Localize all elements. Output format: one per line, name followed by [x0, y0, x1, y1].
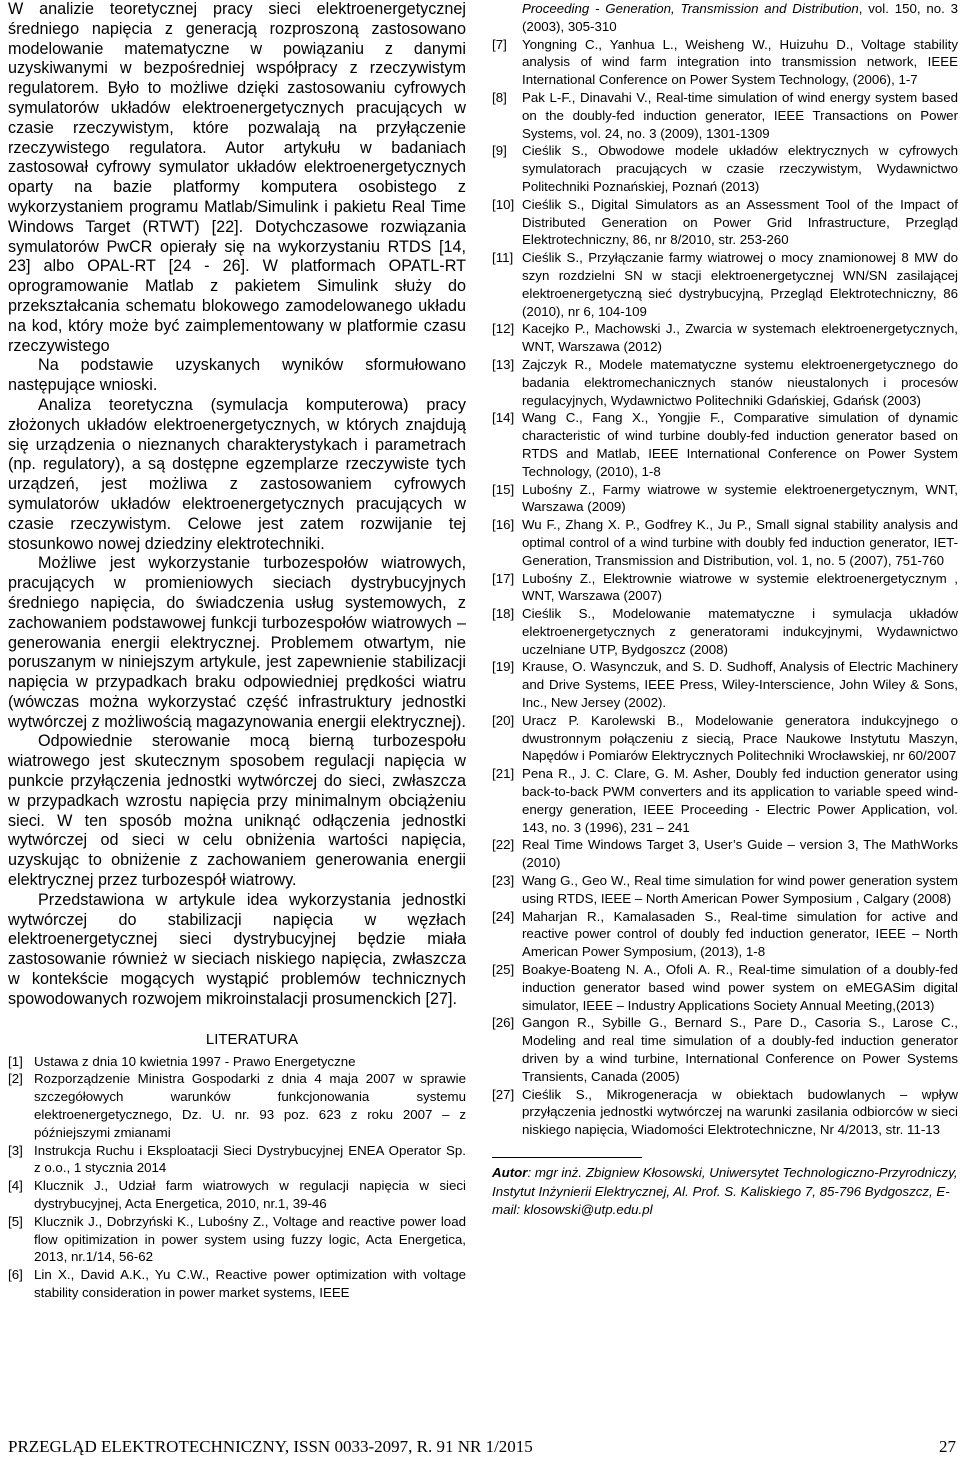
body-text — [8, 0, 466, 1010]
reference-item — [492, 249, 958, 320]
reference-item — [492, 142, 958, 195]
reference-number: [5] — [8, 1213, 23, 1229]
reference-number: [3] — [8, 1142, 23, 1158]
reference-text: Pena R., J. C. Clare, G. M. Asher, Doubly fed induction generator using back-to-back PWM converters and its application to variable speed wind-energy generation, IEEE Proceeding - Electric Power Application, vol. 143, no. 3 (1996), 231 – 241 — [522, 766, 958, 835]
reference-text: Klucznik J., Dobrzyński K., Lubośny Z., Voltage and reactive power load flow opitimization in power system using fuzzy logic, Acta Energetica, 2013, nr.1/14, 56-62 — [34, 1213, 466, 1265]
reference-number: [6] — [8, 1267, 23, 1283]
reference-item — [492, 36, 958, 89]
reference-text: Wang G., Geo W., Real time simulation for wind power generation system using RTDS, IEEE – North American Power Symposium , Calgary (2008) — [522, 873, 958, 906]
reference-number: [27] — [492, 1086, 515, 1102]
reference-number: [13] — [492, 356, 515, 372]
reference-number: [2] — [8, 1071, 23, 1087]
reference-number: [8] — [492, 89, 507, 105]
reference-item — [492, 356, 958, 409]
reference-item — [8, 1266, 466, 1302]
reference-item — [492, 89, 958, 142]
reference-item — [8, 1213, 466, 1266]
reference-item — [492, 658, 958, 711]
reference-text: Cieślik S., Przyłączanie farmy wiatrowej o mocy znamionowej 8 MW do szyn rozdzielni SN w stacji elektroenergetycznej WN/SN zasilającej elektroenergetyczną sieć dystrybucyjną, Przegląd Elektrotechniczny, 86 (2010), nr 6, 104-109 — [522, 250, 958, 319]
reference-item — [492, 961, 958, 1014]
reference-number: [19] — [492, 659, 515, 675]
reference-item — [492, 1086, 958, 1139]
journal-footer: PRZEGLĄD ELEKTROTECHNICZNY, ISSN 0033-2097, R. 91 NR 1/2015 — [8, 1437, 533, 1456]
reference-text: Instrukcja Ruchu i Eksploatacji Sieci Dystrybucyjnej ENEA Operator Sp. z o.o., 1 stycznia 2014 — [34, 1142, 466, 1176]
reference-item — [8, 1142, 466, 1178]
reference-item — [492, 196, 958, 249]
reference-number: [11] — [492, 250, 514, 266]
reference-number: [16] — [492, 517, 515, 533]
reference-number: [10] — [492, 196, 515, 212]
reference-item — [492, 320, 958, 356]
page-number: 27 — [939, 1437, 956, 1456]
reference-item — [492, 836, 958, 872]
reference-text: Wang C., Fang X., Yongjie F., Comparative simulation of dynamic characteristic of wind turbine doubly-fed induction generator based on RTDS and Matlab, IEEE International Conference on Power System Technology, (2010), 1-8 — [522, 410, 958, 479]
references-heading: LITERATURA — [205, 1030, 299, 1048]
reference-item — [492, 605, 958, 658]
reference-number: [7] — [492, 36, 507, 52]
author-label: Autor — [492, 1165, 528, 1180]
reference-text: Cieślik S., Obwodowe modele układów elektrycznych w cyfrowych symulatorach pracujących w czasie rzeczywistym, Wydawnictwo Politechniki Poznańskiej, Poznań (2013) — [522, 143, 958, 194]
reference-item — [8, 1177, 466, 1213]
reference-item — [8, 1070, 466, 1141]
reference-number: [24] — [492, 908, 515, 924]
reference-item — [492, 570, 958, 606]
paragraph: Na podstawie uzyskanych wyników sformułowano następujące wnioski. — [8, 356, 466, 395]
reference-list-right — [492, 36, 958, 1139]
reference-text: Cieślik S., Modelowanie matematyczne i symulacja układów elektroenergetycznych z generatorami indukcyjnymi, Wydawnictwo uczelniane UTP, Bydgoszcz (2008) — [522, 606, 958, 657]
reference-text: Cieślik S., Digital Simulators as an Assessment Tool of the Impact of Distributed Generation on Power Grid Infrastructure, Przegląd Elektrotechniczny, 86, nr 8/2010, str. 253-260 — [522, 196, 958, 248]
reference-continuation-italic: Proceeding - Generation, Transmission and Distribution — [522, 1, 859, 16]
reference-text: Gangon R., Sybille G., Bernard S., Pare D., Casoria S., Larose C., Modeling and real time simulation of a doubly-fed induction generator driven by a wind turbine, International Conference on Power Systems Transients, Canada (2005) — [522, 1015, 958, 1084]
reference-item — [492, 872, 958, 908]
reference-text: Wu F., Zhang X. P., Godfrey K., Ju P., Small signal stability analysis and optimal control of a wind turbine with doubly fed induction generator, IET- Generation, Transmission and Distribution, vol. 1, no. 5 (2007), 751-760 — [522, 517, 958, 568]
reference-item — [492, 481, 958, 517]
reference-item — [492, 908, 958, 961]
reference-item — [8, 1053, 466, 1071]
reference-text: Real Time Windows Target 3, User’s Guide – version 3, The MathWorks (2010) — [522, 837, 958, 871]
reference-text: Lin X., David A.K., Yu C.W., Reactive power optimization with voltage stability consideration in power market systems, IEEE — [34, 1267, 466, 1300]
paragraph: W analizie teoretycznej pracy sieci elektroenergetycznej średniego napięcia z generacją rozproszoną zastosowano modelowanie matematyczne w powiązaniu z danymi uzyskiwanymi w bezpośredniej współpracy z rzeczywistym regulatorem. Było to możliwe dzięki zastosowaniu cyfrowych symulatorów układów elektroenergetycznych pracujących w czasie rzeczywistym, które pozwalają na przyłączenie rzeczywistego regulatora. Autor artykułu w badaniach zastosował cyfrowy symulator układów elektroenergetycznych oparty na bazie platformy komputera osobistego z wykorzystaniem programu Matlab/Simulink i pakietu Real Time Windows Target (RTWT) [22]. Dotychczasowe rozwiązania symulatorów PwCR opierały się na wykorzystaniu RTDS [14, 23] albo OPAL-RT [24 - 26]. W platformach OPATL-RT oprogramowanie Matlab z pakietem Simulink służy do przekształcania schematu blokowego zamodelowanego układu na kod, który może być zaimplementowany w platformie czasu rzeczywistego — [8, 0, 466, 355]
reference-item — [492, 409, 958, 480]
author-note — [492, 1164, 958, 1220]
reference-text: Pak L-F., Dinavahi V., Real-time simulation of wind energy system based on the doubly-fed induction generator, IEEE Transactions on Power Systems, vol. 24, no. 3 (2009), 1301-1309 — [522, 89, 958, 141]
reference-number: [22] — [492, 837, 515, 853]
reference-number: [1] — [8, 1053, 23, 1069]
reference-number: [18] — [492, 606, 515, 622]
reference-text: Maharjan R., Kamalasaden S., Real-time simulation for active and reactive power control of doubly fed induction generator, IEEE – North American Power Symposium, (2013), 1-8 — [522, 908, 958, 960]
paragraph: Możliwe jest wykorzystanie turbozespołów wiatrowych, pracujących w promieniowych sieciach dystrybucyjnych średniego napięcia, do świadczenia usług systemowych, z zachowaniem podstawowej funkcji turbozespołów wiatrowych – generowania energii elektrycznej. Problemem otwartym, nie poruszanym w niniejszym artykule, jest zapewnienie stabilizacji napięcia w przypadkach braku odpowiedniej prędkości wiatru (wówczas można wykorzystać część infrastruktury jednostki wytwórczej z możliwością magazynowania energii elektrycznej). — [8, 554, 466, 731]
reference-number: [25] — [492, 962, 515, 978]
reference-text: Zajczyk R., Modele matematyczne systemu elektroenergetycznego do badania elektromechanicznych stanów nieustalonych i procesów regulacyjnych, Wydawnictwo Politechniki Gdańskiej, Gdańsk (2003) — [522, 356, 958, 408]
reference-text: Boakye-Boateng N. A., Ofoli A. R., Real-time simulation of a doubly-fed induction generator based wind power system on eMEGASim digital simulator, IEEE – Industry Applications Society Annual Meeting,(2013) — [522, 962, 958, 1013]
reference-text: Ustawa z dnia 10 kwietnia 1997 - Prawo Energetyczne — [34, 1053, 356, 1069]
reference-text: Klucznik J., Udział farm wiatrowych w regulacji napięcia w sieci dystrybucyjnej, Acta Energetica, 2010, nr.1, 39-46 — [34, 1178, 466, 1212]
paragraph: Odpowiednie sterowanie mocą bierną turbozespołu wiatrowego jest skutecznym sposobem regulacji napięcia w punkcie przyłączenia jednostki wytwórczej do sieci, zwłaszcza w przypadkach wzrostu napięcia przy minimalnym obciążeniu sieci. W ten sposób można uniknąć odłączenia jednostki wytwórczej od sieci w celu obniżenia wartości napięcia, uzyskując to obniżenie z zachowaniem generowania energii elektrycznej przez turbozespół wiatrowy. — [8, 732, 466, 890]
reference-text: Lubośny Z., Farmy wiatrowe w systemie elektroenergetycznym, WNT, Warszawa (2009) — [522, 481, 958, 515]
reference-number: [12] — [492, 321, 515, 337]
reference-number: [15] — [492, 481, 515, 497]
reference-text: Krause, O. Wasynczuk, and S. D. Sudhoff, Analysis of Electric Machinery and Drive Systems, IEEE Press, Wiley-Interscience, John Wiley & Sons, Inc., New Jersey (2002). — [522, 659, 958, 711]
reference-list-left — [8, 1053, 466, 1302]
reference-number: [9] — [492, 143, 507, 159]
reference-item — [492, 765, 958, 836]
reference-item — [492, 516, 958, 569]
reference-number: [4] — [8, 1178, 23, 1194]
paragraph: Przedstawiona w artykule idea wykorzystania jednostki wytwórczej do stabilizacji napięcia w węzłach elektroenergetycznej sieci dystrybucyjnej będzie miała zastosowanie również w sieciach niskiego napięcia, zwłaszcza w kontekście mogących wystąpić problemów technicznych spowodowanych rozwojem mikroinstalacji prosumenckich [27]. — [8, 890, 466, 1008]
reference-continuation-tail: , vol. 150, no. 3 (2003), 305-310 — [522, 1, 958, 34]
reference-item — [492, 1014, 958, 1085]
reference-item — [492, 712, 958, 765]
reference-text: Lubośny Z., Elektrownie wiatrowe w systemie elektroenergetycznym , WNT, Warszawa (2007) — [522, 570, 958, 604]
reference-number: [21] — [492, 766, 515, 782]
reference-text: Kacejko P., Machowski J., Zwarcia w systemach elektroenergetycznych, WNT, Warszawa (2012) — [522, 321, 958, 355]
reference-text: Yongning C., Yanhua L., Weisheng W., Huizuhu D., Voltage stability analysis of wind farm integration into transmission network, IEEE International Conference on Power System Technology, (2006), 1-7 — [522, 36, 958, 88]
reference-number: [26] — [492, 1015, 515, 1031]
left-column — [8, 0, 466, 1302]
paragraph: Analiza teoretyczna (symulacja komputerowa) pracy złożonych układów elektroenergetycznych, w których znajdują się urządzenia o nieznanych charakterystykach i parametrach (np. regulatory), a są dostępne egzemplarze rzeczywiste tych urządzeń, jest możliwa z zastosowaniem cyfrowych symulatorów układów elektroenergetycznych pracujących w czasie rzeczywistym. Celowe jest zatem rozwijanie tej stosunkowo nowej dziedziny elektrotechniki. — [8, 395, 466, 553]
reference-number: [14] — [492, 410, 515, 426]
author-details: : mgr inż. Zbigniew Kłosowski, Uniwersytet Technologiczno-Przyrodniczy, Instytut Inżynierii Elektrycznej, Al. Prof. S. Kaliskiego 7, 85-796 Bydgoszcz, E-mail: klosowski@utp.edu.pl — [492, 1165, 958, 1217]
reference-number: [23] — [492, 873, 515, 889]
author-divider — [492, 1157, 642, 1158]
right-column — [492, 0, 958, 1220]
reference-continuation — [492, 0, 958, 36]
reference-text: Cieślik S., Mikrogeneracja w obiektach budowlanych – wpływ przyłączenia jednostki wytwórczej na warunki zasilania odbiorców w sieci niskiego napięcia, Wiadomości Elektrotechniczne, Nr 4/2013, str. 11-13 — [522, 1086, 958, 1138]
reference-text: Uracz P. Karolewski B., Modelowanie generatora indukcyjnego o dwustronnym połączeniu z siecią, Prace Naukowe Instytutu Maszyn, Napędów i Pomiarów Elektrycznych Politechniki Wrocławskiej, nr 60/2007 — [522, 712, 958, 764]
reference-number: [17] — [492, 570, 515, 586]
reference-text: Rozporządzenie Ministra Gospodarki z dnia 4 maja 2007 w sprawie szczegółowych warunków funkcjonowania systemu elektroenergetycznego, Dz. U. nr. 93 poz. 623 z roku 2007 – z późniejszymi zmianami — [34, 1071, 466, 1140]
reference-number: [20] — [492, 712, 515, 728]
